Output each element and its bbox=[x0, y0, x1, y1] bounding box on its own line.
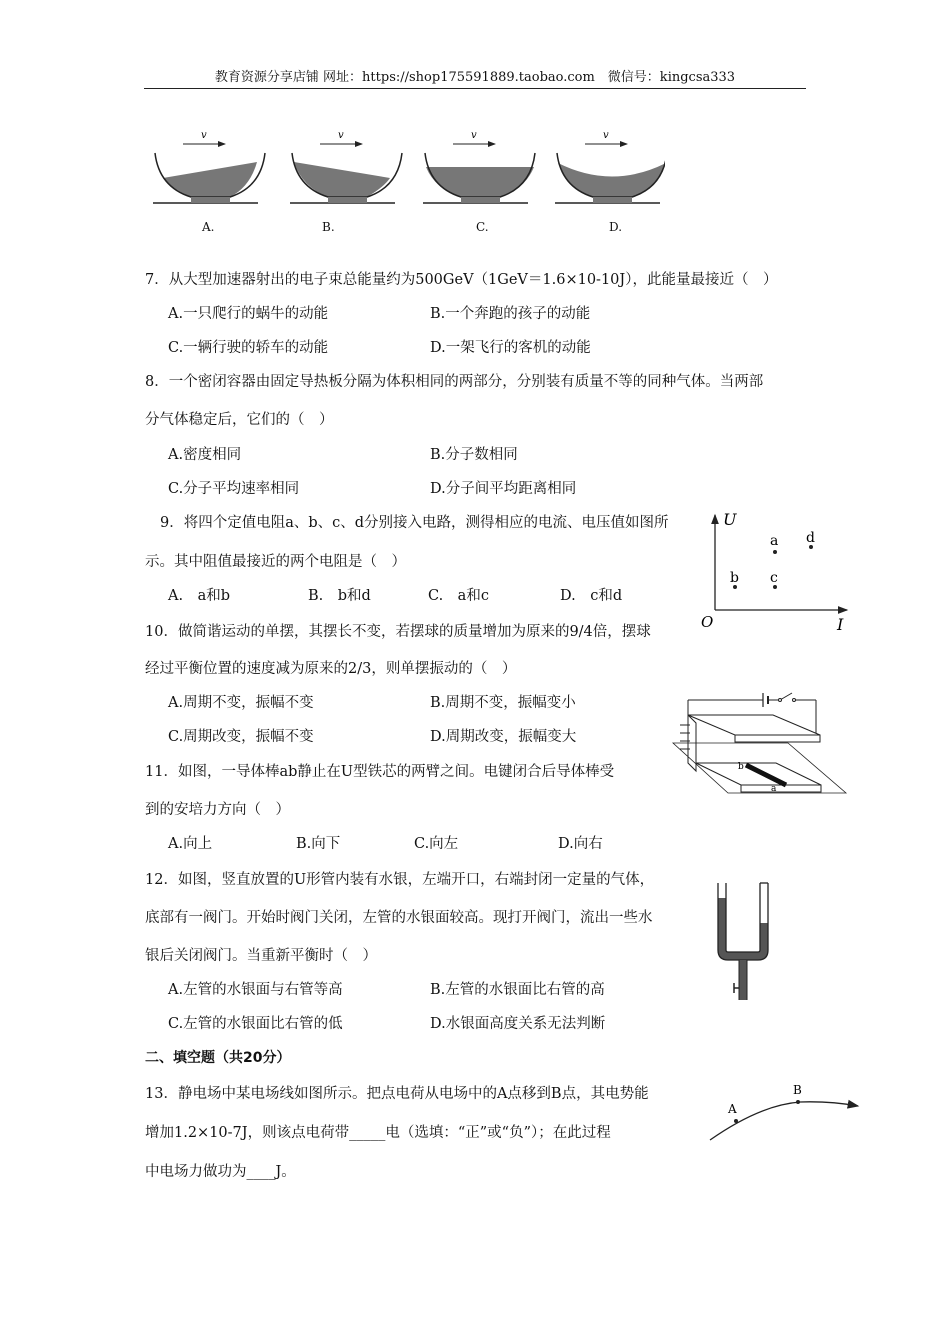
bowl-b bbox=[290, 130, 402, 203]
bowl-a bbox=[153, 130, 265, 203]
q11-u-core-figure bbox=[668, 685, 848, 805]
q12-stem-1: 12．如图，竖直放置的U形管内装有水银，左端开口，右端封闭一定量的气体， bbox=[145, 872, 655, 888]
q7-option-d: D.一架飞行的客机的动能 bbox=[430, 340, 591, 356]
bowl-label-b: B. bbox=[322, 220, 335, 234]
q7-option-b: B.一个奔跑的孩子的动能 bbox=[430, 306, 591, 322]
q12-option-a: A.左管的水银面与右管等高 bbox=[168, 982, 343, 998]
q8-option-b: B.分子数相同 bbox=[430, 447, 518, 463]
q7-stem: 7．从大型加速器射出的电子束总能量约为500GeV（1GeV＝1.6×10-10J），此能量最接近（ ） bbox=[145, 272, 778, 288]
q10-stem-1: 10．做简谐运动的单摆，其摆长不变，若摆球的质量增加为原来的9/4倍，摆球 bbox=[145, 624, 651, 640]
q8-stem-1: 8．一个密闭容器由固定导热板分隔为体积相同的两部分，分别装有质量不等的同种气体。当两部 bbox=[145, 374, 764, 390]
q8-stem-2: 分气体稳定后，它们的（ ） bbox=[145, 412, 334, 428]
q10-option-c: C.周期改变，振幅不变 bbox=[168, 729, 314, 745]
q7-option-c: C.一辆行驶的轿车的动能 bbox=[168, 340, 329, 356]
graph-y-axis-label: U bbox=[723, 510, 737, 529]
q8-option-a: A.密度相同 bbox=[168, 447, 242, 463]
q12-option-d: D.水银面高度关系无法判断 bbox=[430, 1016, 606, 1032]
q10-option-a: A.周期不变，振幅不变 bbox=[168, 695, 314, 711]
q9-ui-graph bbox=[695, 505, 855, 635]
q12-u-tube-figure bbox=[710, 878, 780, 1003]
q8-option-c: C.分子平均速率相同 bbox=[168, 481, 300, 497]
point-b-label-q13: B bbox=[793, 1083, 802, 1097]
q10-option-d: D.周期改变，振幅变大 bbox=[430, 729, 577, 745]
q11-option-b: B.向下 bbox=[296, 836, 341, 852]
q9-option-c: C. a和c bbox=[428, 588, 489, 604]
graph-x-axis-label: I bbox=[837, 615, 844, 634]
q9-stem-1: 9．将四个定值电阻a、b、c、d分别接入电路，测得相应的电流、电压值如图所 bbox=[160, 515, 669, 531]
q11-option-a: A.向上 bbox=[168, 836, 213, 852]
velocity-label-b: v bbox=[338, 130, 344, 141]
point-a bbox=[773, 550, 777, 554]
q10-option-b: B.周期不变，振幅变小 bbox=[430, 695, 576, 711]
q11-option-c: C.向左 bbox=[414, 836, 459, 852]
section-2-title: 二、填空题（共20分） bbox=[145, 1050, 291, 1066]
point-a-label-q13: A bbox=[728, 1102, 737, 1116]
q12-option-b: B.左管的水银面比右管的高 bbox=[430, 982, 605, 998]
bowl-c bbox=[423, 130, 535, 203]
q12-stem-2: 底部有一阀门。开始时阀门关闭，左管的水银面较高。现打开阀门，流出一些水 bbox=[145, 910, 653, 926]
point-a-label: a bbox=[770, 533, 779, 549]
q13-stem-1: 13．静电场中某电场线如图所示。把点电荷从电场中的A点移到B点，其电势能 bbox=[145, 1086, 649, 1102]
velocity-label-d: v bbox=[603, 130, 609, 141]
bowl-label-d: D. bbox=[609, 220, 623, 234]
q12-option-c: C.左管的水银面比右管的低 bbox=[168, 1016, 343, 1032]
bowl-label-c: C. bbox=[476, 220, 489, 234]
graph-origin-label: O bbox=[701, 613, 714, 631]
q9-option-b: B. b和d bbox=[308, 588, 371, 604]
bowls-figure bbox=[145, 125, 665, 240]
q9-option-d: D. c和d bbox=[560, 588, 623, 604]
q11-option-d: D.向右 bbox=[558, 836, 603, 852]
point-d-label: d bbox=[806, 530, 815, 546]
q13-field-line-figure bbox=[700, 1075, 870, 1155]
rod-label-b: b bbox=[738, 762, 744, 772]
q13-stem-2: 增加1.2×10-7J，则该点电荷带_____电（选填：“正”或“负”）；在此过程 bbox=[145, 1125, 611, 1141]
velocity-label-c: v bbox=[471, 130, 477, 141]
point-c-label: c bbox=[770, 570, 778, 586]
q10-stem-2: 经过平衡位置的速度减为原来的2/3，则单摆振动的（ ） bbox=[145, 661, 517, 677]
velocity-label-a: v bbox=[201, 130, 207, 141]
page-header: 教育资源分享店铺 网址：https://shop175591889.taobao.com 微信号：kingcsa333 bbox=[144, 66, 806, 89]
point-b-label: b bbox=[730, 570, 739, 586]
q13-stem-3: 中电场力做功为____J。 bbox=[145, 1164, 296, 1180]
rod-label-a: a bbox=[771, 784, 777, 794]
q8-option-d: D.分子间平均距离相同 bbox=[430, 481, 577, 497]
q11-stem-2: 到的安培力方向（ ） bbox=[145, 802, 290, 818]
q11-stem-1: 11．如图，一导体棒ab静止在U型铁芯的两臂之间。电键闭合后导体棒受 bbox=[145, 764, 615, 780]
bowl-d bbox=[555, 130, 665, 203]
q7-option-a: A.一只爬行的蜗牛的动能 bbox=[168, 306, 329, 322]
bowl-label-a: A. bbox=[202, 220, 215, 234]
q9-stem-2: 示。其中阻值最接近的两个电阻是（ ） bbox=[145, 554, 406, 570]
q9-option-a: A. a和b bbox=[168, 588, 231, 604]
q12-stem-3: 银后关闭阀门。当重新平衡时（ ） bbox=[145, 948, 377, 964]
